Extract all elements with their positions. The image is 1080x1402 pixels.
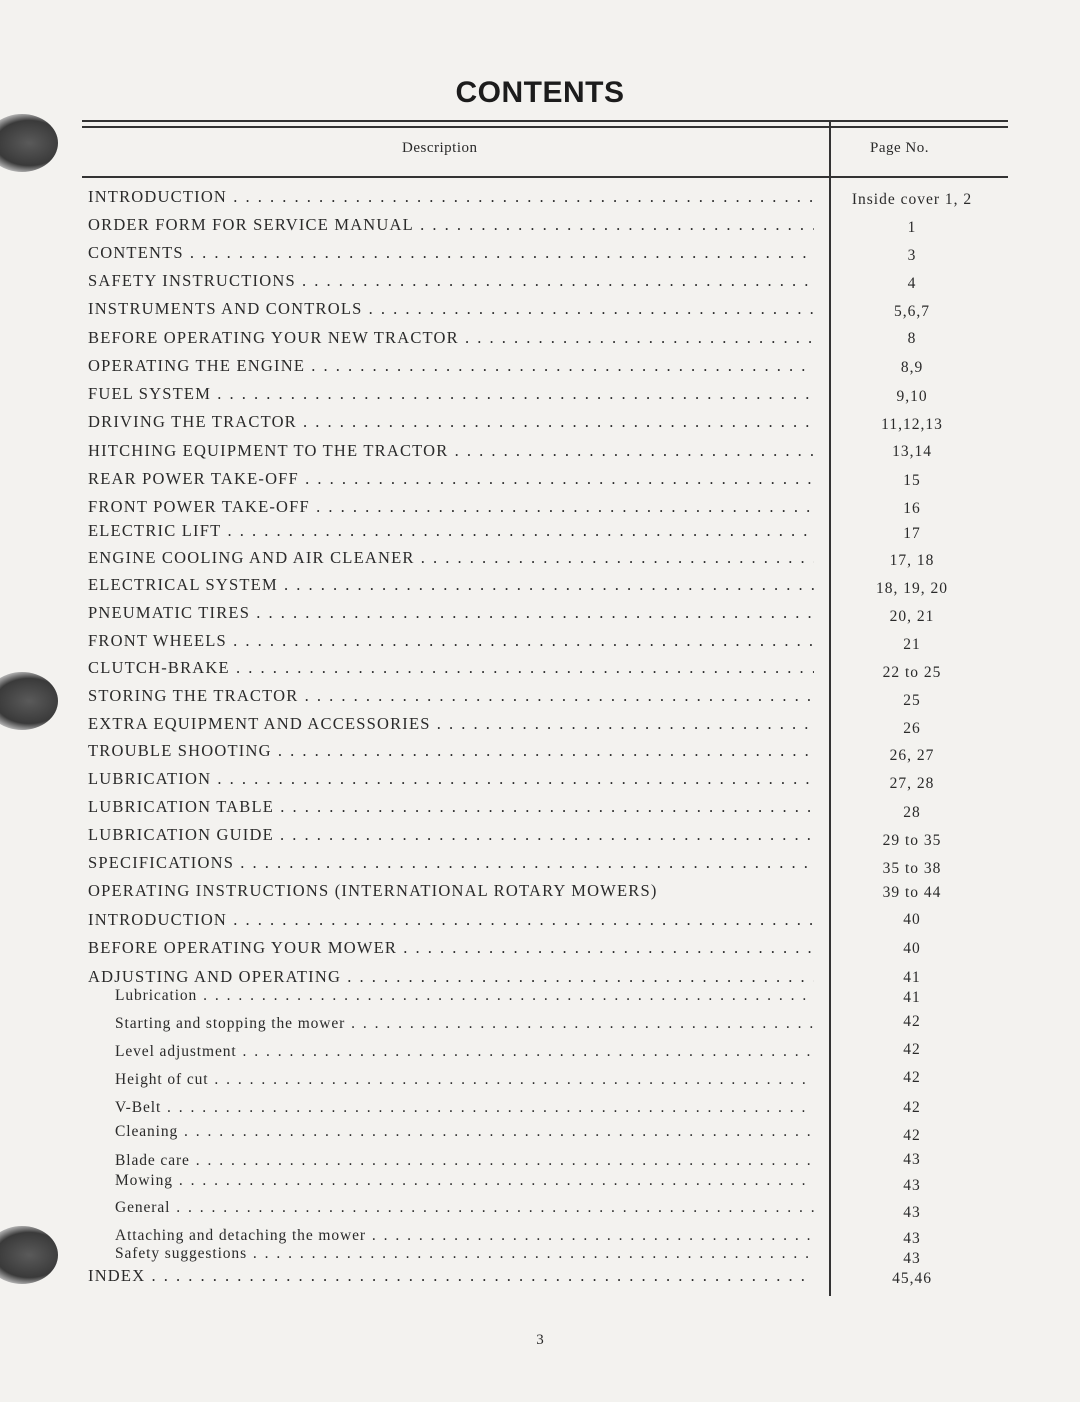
toc-entry-label: LUBRICATION . . .	[88, 769, 814, 791]
toc-entry-page: 25	[903, 692, 921, 709]
toc-entry-label: V-Belt . . .	[115, 1099, 814, 1121]
toc-entry	[88, 603, 1008, 625]
toc-entry	[88, 686, 1008, 708]
toc-entry	[88, 1172, 1008, 1194]
toc-entry	[88, 384, 1008, 406]
toc-entry	[88, 215, 1008, 237]
toc-entry-page: 16	[903, 500, 921, 517]
toc-entry	[88, 1071, 1008, 1093]
header-top-rule-2	[82, 126, 1008, 128]
toc-entry-page: 20, 21	[889, 608, 935, 625]
toc-entry-page: 3	[907, 247, 917, 264]
toc-entry-page: 5,6,7	[894, 303, 930, 320]
toc-entry-page: 27, 28	[889, 775, 935, 792]
toc-entry	[88, 714, 1008, 736]
toc-entry-page: 45,46	[892, 1270, 932, 1287]
toc-entry	[88, 1099, 1008, 1121]
toc-entry	[88, 1152, 1008, 1174]
toc-entry-label: INDEX . . .	[88, 1266, 814, 1288]
toc-entry	[88, 825, 1008, 847]
toc-entry-page: 1	[907, 219, 917, 236]
toc-entry-page: 42	[903, 1127, 921, 1144]
toc-entry-label: FRONT WHEELS . . .	[88, 631, 814, 653]
toc-entry	[88, 441, 1008, 463]
toc-entry-label: Level adjustment . . .	[115, 1043, 814, 1065]
toc-entry	[88, 328, 1008, 350]
toc-entry-page: 40	[903, 940, 921, 957]
toc-entry-label: OPERATING THE ENGINE . . .	[88, 356, 814, 378]
toc-entry-page: 8,9	[900, 359, 924, 376]
toc-entry-page: 26, 27	[889, 747, 935, 764]
toc-entry	[88, 1123, 1008, 1145]
toc-entry	[88, 271, 1008, 293]
toc-entry-label: CONTENTS . . .	[88, 243, 814, 265]
toc-entry-page: 35 to 38	[882, 860, 942, 877]
toc-entry	[88, 631, 1008, 653]
toc-entry-page: 22 to 25	[882, 664, 942, 681]
header-bottom-rule	[82, 176, 1008, 178]
toc-entry	[88, 853, 1008, 875]
toc-entry-page: 21	[903, 636, 921, 653]
toc-entry	[88, 356, 1008, 378]
toc-entry-page: 41	[903, 969, 921, 986]
toc-entry	[88, 1015, 1008, 1037]
toc-entry	[88, 1245, 1008, 1267]
toc-entry-label: REAR POWER TAKE-OFF . . .	[88, 469, 814, 491]
toc-entry-label: FUEL SYSTEM . . .	[88, 384, 814, 406]
toc-entry-page: 40	[903, 911, 921, 928]
toc-entry-label: HITCHING EQUIPMENT TO THE TRACTOR . . .	[88, 441, 814, 463]
toc-entry	[88, 881, 1008, 903]
toc-entry-label: Blade care . . .	[115, 1152, 814, 1174]
description-header: Description	[402, 140, 478, 156]
toc-entry-label: INTRODUCTION . . .	[88, 187, 814, 209]
toc-entry-label: Mowing . . .	[115, 1172, 814, 1194]
toc-entry-label: STORING THE TRACTOR . . .	[88, 686, 814, 708]
page-title: CONTENTS	[455, 76, 625, 109]
toc-entry	[88, 497, 1008, 519]
toc-entry-page: 9,10	[896, 388, 928, 405]
toc-entry-label: BEFORE OPERATING YOUR MOWER . . .	[88, 938, 814, 960]
toc-entry	[88, 243, 1008, 265]
toc-entry	[88, 521, 1008, 543]
toc-entry-page: 43	[903, 1250, 921, 1267]
toc-entry-page: 17	[903, 525, 921, 542]
toc-entry-label: BEFORE OPERATING YOUR NEW TRACTOR . . .	[88, 328, 814, 350]
toc-entry-label: LUBRICATION GUIDE . . .	[88, 825, 814, 847]
toc-entry	[88, 299, 1008, 321]
toc-entry	[88, 769, 1008, 791]
toc-entry-label: General . . .	[115, 1199, 814, 1221]
toc-entry	[88, 741, 1008, 763]
toc-entry	[88, 797, 1008, 819]
toc-entry-label: ORDER FORM FOR SERVICE MANUAL . . .	[88, 215, 814, 237]
binder-hole-middle	[0, 672, 58, 730]
toc-entry-label: SAFETY INSTRUCTIONS . . .	[88, 271, 814, 293]
toc-entry-label: OPERATING INSTRUCTIONS (INTERNATIONAL ROTARY MOWERS)	[88, 881, 658, 900]
toc-entry-page: 17, 18	[889, 552, 935, 569]
toc-entry-page: 42	[903, 1069, 921, 1086]
toc-entry	[88, 548, 1008, 570]
toc-entry-label: Starting and stopping the mower . . .	[115, 1015, 814, 1037]
toc-entry	[88, 575, 1008, 597]
toc-entry-page: 28	[903, 804, 921, 821]
toc-entry	[88, 187, 1008, 209]
toc-entry-label: TROUBLE SHOOTING . . .	[88, 741, 814, 763]
toc-entry-label: INSTRUMENTS AND CONTROLS . . .	[88, 299, 814, 321]
toc-entry-label: INTRODUCTION . . .	[88, 910, 814, 932]
toc-entry-label: ELECTRIC LIFT . . .	[88, 521, 814, 543]
toc-entry-label: DRIVING THE TRACTOR . . .	[88, 412, 814, 434]
binder-hole-bottom	[0, 1226, 58, 1284]
toc-entry-label: Height of cut . . .	[115, 1071, 814, 1093]
toc-entry-label: Attaching and detaching the mower . . .	[115, 1227, 814, 1249]
toc-entry-page: 4	[907, 275, 917, 292]
toc-entry-label: EXTRA EQUIPMENT AND ACCESSORIES . . .	[88, 714, 814, 736]
toc-entry-page: 11,12,13	[881, 416, 943, 433]
toc-entry	[88, 1043, 1008, 1065]
toc-entry-page: Inside cover 1, 2	[851, 191, 973, 208]
toc-entry-page: 42	[903, 1099, 921, 1116]
toc-entry-page: 29 to 35	[882, 832, 942, 849]
toc-entry-label: ADJUSTING AND OPERATING . . .	[88, 967, 814, 989]
header-top-rule	[82, 120, 1008, 122]
toc-entry-page: 39 to 44	[882, 884, 942, 901]
toc-entry	[88, 987, 1008, 1009]
toc-entry-label: ENGINE COOLING AND AIR CLEANER . . .	[88, 548, 814, 570]
toc-entry-label: LUBRICATION TABLE . . .	[88, 797, 814, 819]
toc-entry	[88, 1199, 1008, 1221]
toc-entry-page: 8	[907, 330, 917, 347]
toc-entry	[88, 658, 1008, 680]
toc-entry-page: 18, 19, 20	[876, 580, 948, 597]
binder-hole-top	[0, 114, 58, 172]
toc-entry	[88, 469, 1008, 491]
toc-entry	[88, 910, 1008, 932]
toc-entry-label: Lubrication . . .	[115, 987, 814, 1009]
toc-entry-label: PNEUMATIC TIRES . . .	[88, 603, 814, 625]
toc-entry	[88, 967, 1008, 989]
toc-entry-page: 41	[903, 989, 921, 1006]
toc-entry-label: Cleaning . . .	[115, 1123, 814, 1145]
toc-entry-label: CLUTCH-BRAKE . . .	[88, 658, 814, 680]
toc-entry	[88, 938, 1008, 960]
toc-entry-label: SPECIFICATIONS . . .	[88, 853, 814, 875]
toc-entry-page: 42	[903, 1013, 921, 1030]
page-number: 3	[536, 1332, 544, 1348]
toc-entry-page: 26	[903, 720, 921, 737]
toc-entry-label: ELECTRICAL SYSTEM . . .	[88, 575, 814, 597]
toc-entry-page: 43	[903, 1177, 921, 1194]
toc-entry	[88, 1266, 1008, 1288]
toc-entry-page: 13,14	[892, 443, 932, 460]
toc-entry-page: 43	[903, 1230, 921, 1247]
toc-entry-page: 42	[903, 1041, 921, 1058]
toc-entry-page: 43	[903, 1204, 921, 1221]
page-no-header: Page No.	[870, 140, 929, 156]
toc-entry-label: FRONT POWER TAKE-OFF . . .	[88, 497, 814, 519]
toc-entry-page: 15	[903, 472, 921, 489]
toc-entry-label: Safety suggestions . . .	[115, 1245, 814, 1267]
toc-entry	[88, 412, 1008, 434]
toc-entry-page: 43	[903, 1151, 921, 1168]
